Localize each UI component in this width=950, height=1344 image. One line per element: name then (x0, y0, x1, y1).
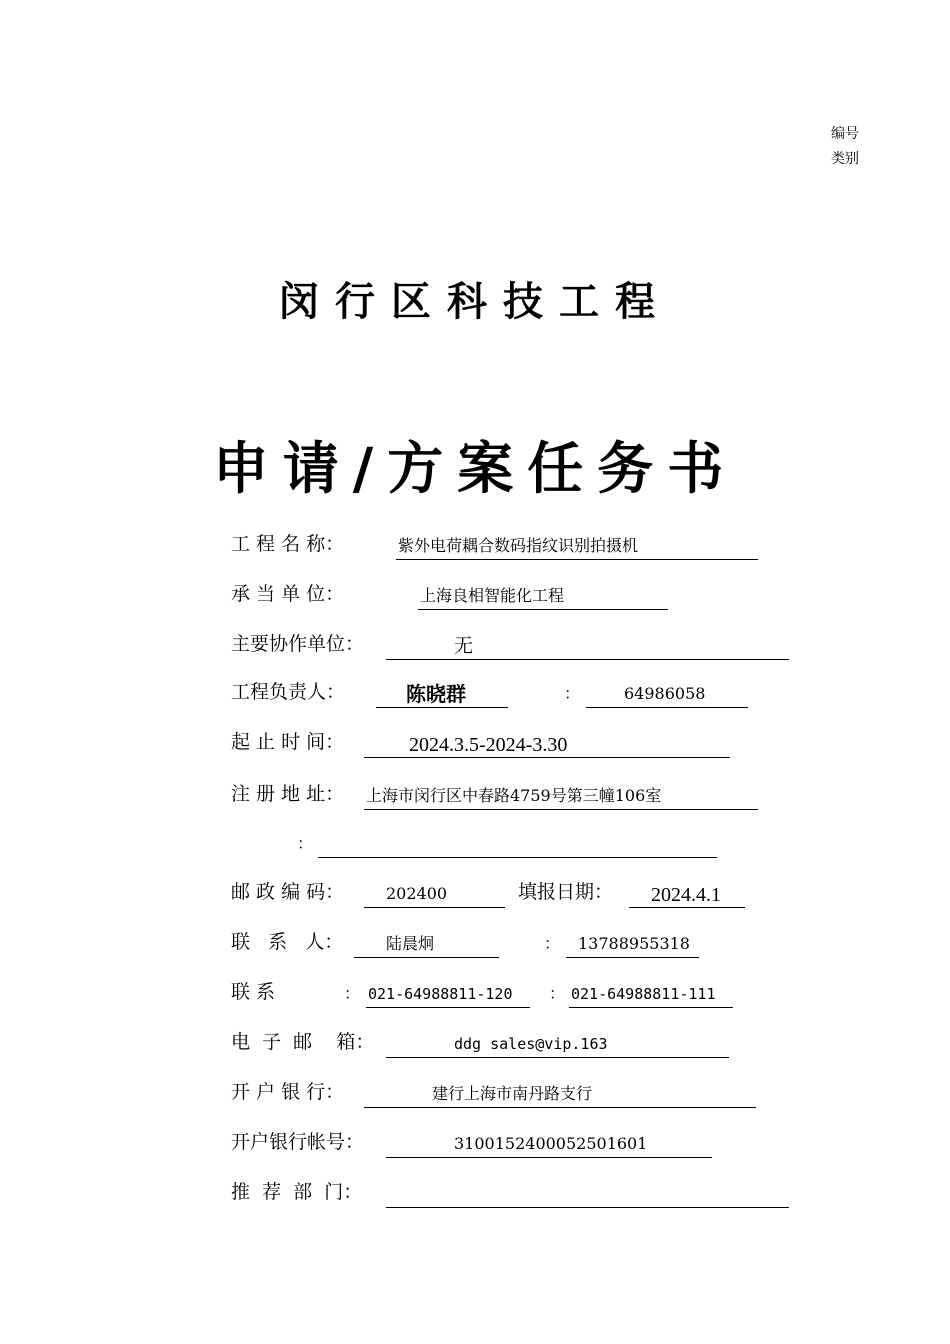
tel2-value: 021-64988811-111 (571, 985, 716, 1003)
email-field[interactable] (386, 1031, 729, 1058)
row-contact (231, 928, 831, 958)
row-bank (231, 1078, 831, 1108)
project-name-value: 紫外电荷耦合数码指纹识别拍摄机 (398, 536, 639, 555)
contact-value: 陆晨炯 (386, 934, 435, 953)
postcode-field[interactable] (364, 881, 505, 908)
dept-label: 推 荐 部 门： (231, 1181, 363, 1203)
account-value: 3100152400052501601 (454, 1134, 648, 1153)
bank-field[interactable] (364, 1081, 756, 1108)
fill-date-field[interactable] (629, 881, 745, 908)
leader-phone-value: 64986058 (624, 684, 706, 703)
fill-date-value: 2024.4.1 (651, 884, 721, 906)
tel2-colon: ： (549, 984, 566, 1003)
tel-label: 联 系 (231, 981, 276, 1003)
undertaker-field[interactable] (418, 583, 668, 610)
undertaker-label: 承 当 单 位： (231, 583, 345, 605)
tel2-field[interactable] (569, 981, 733, 1008)
address-value: 上海市闵行区中春路4759号第三幢106室 (366, 786, 662, 805)
leader-phone-field[interactable] (586, 681, 748, 708)
postcode-label: 邮 政 编 码： (231, 881, 345, 903)
corner-meta (831, 122, 859, 172)
row-postcode (231, 878, 831, 908)
address-field[interactable] (364, 783, 758, 810)
contact-mobile-value: 13788955318 (578, 934, 690, 953)
project-name-field[interactable] (396, 533, 758, 560)
leader-phone-colon: ： (564, 684, 581, 703)
row-address (231, 780, 831, 810)
postcode-value: 202400 (386, 884, 448, 903)
tel1-field[interactable] (366, 981, 530, 1008)
row-telephone (231, 978, 831, 1008)
row-undertaker (231, 580, 831, 610)
row-leader (231, 678, 831, 708)
period-value: 2024.3.5-2024-3.30 (409, 734, 568, 756)
blank-field[interactable] (318, 831, 717, 858)
row-email (231, 1028, 831, 1058)
contact-label: 联 系 人： (231, 931, 344, 953)
account-label: 开户银行帐号： (231, 1131, 365, 1153)
tel1-value: 021-64988811-120 (368, 985, 513, 1003)
partner-field[interactable] (386, 633, 789, 660)
partner-label: 主要协作单位： (231, 633, 365, 655)
row-dept (231, 1178, 831, 1208)
period-field[interactable] (364, 731, 730, 758)
contact-mobile-field[interactable] (566, 931, 699, 958)
undertaker-value: 上海良相智能化工程 (420, 586, 565, 605)
partner-value: 无 (454, 635, 474, 657)
title-line2: 申请/方案任务书 (212, 437, 738, 502)
row-account (231, 1128, 831, 1158)
contact-field[interactable] (354, 931, 499, 958)
row-period (231, 728, 831, 758)
dept-field[interactable] (386, 1181, 789, 1208)
row-project-name (231, 530, 831, 560)
leader-field[interactable] (376, 681, 508, 708)
row-blank (231, 828, 831, 858)
code-label: 编号 (831, 126, 859, 142)
contact-mobile-colon: ： (544, 934, 561, 953)
period-label: 起 止 时 间： (231, 731, 345, 753)
account-field[interactable] (386, 1131, 712, 1158)
email-label: 电 子 邮 箱： (231, 1031, 375, 1053)
row-partner (231, 630, 831, 660)
fill-date-label: 填报日期： (518, 881, 614, 903)
title-line1: 闵行区科技工程 (279, 279, 671, 325)
bank-label: 开 户 银 行： (231, 1081, 345, 1103)
category-label: 类别 (831, 151, 859, 167)
address-label: 注 册 地 址： (231, 783, 345, 805)
leader-value: 陈晓群 (406, 682, 466, 706)
tel1-colon: ： (344, 984, 361, 1003)
bank-value: 建行上海市南丹路支行 (432, 1084, 593, 1103)
blank-colon: ： (297, 834, 314, 853)
project-name-label: 工 程 名 称： (231, 533, 345, 555)
email-value: ddg sales@vip.163 (454, 1035, 608, 1053)
leader-label: 工程负责人： (231, 681, 346, 703)
